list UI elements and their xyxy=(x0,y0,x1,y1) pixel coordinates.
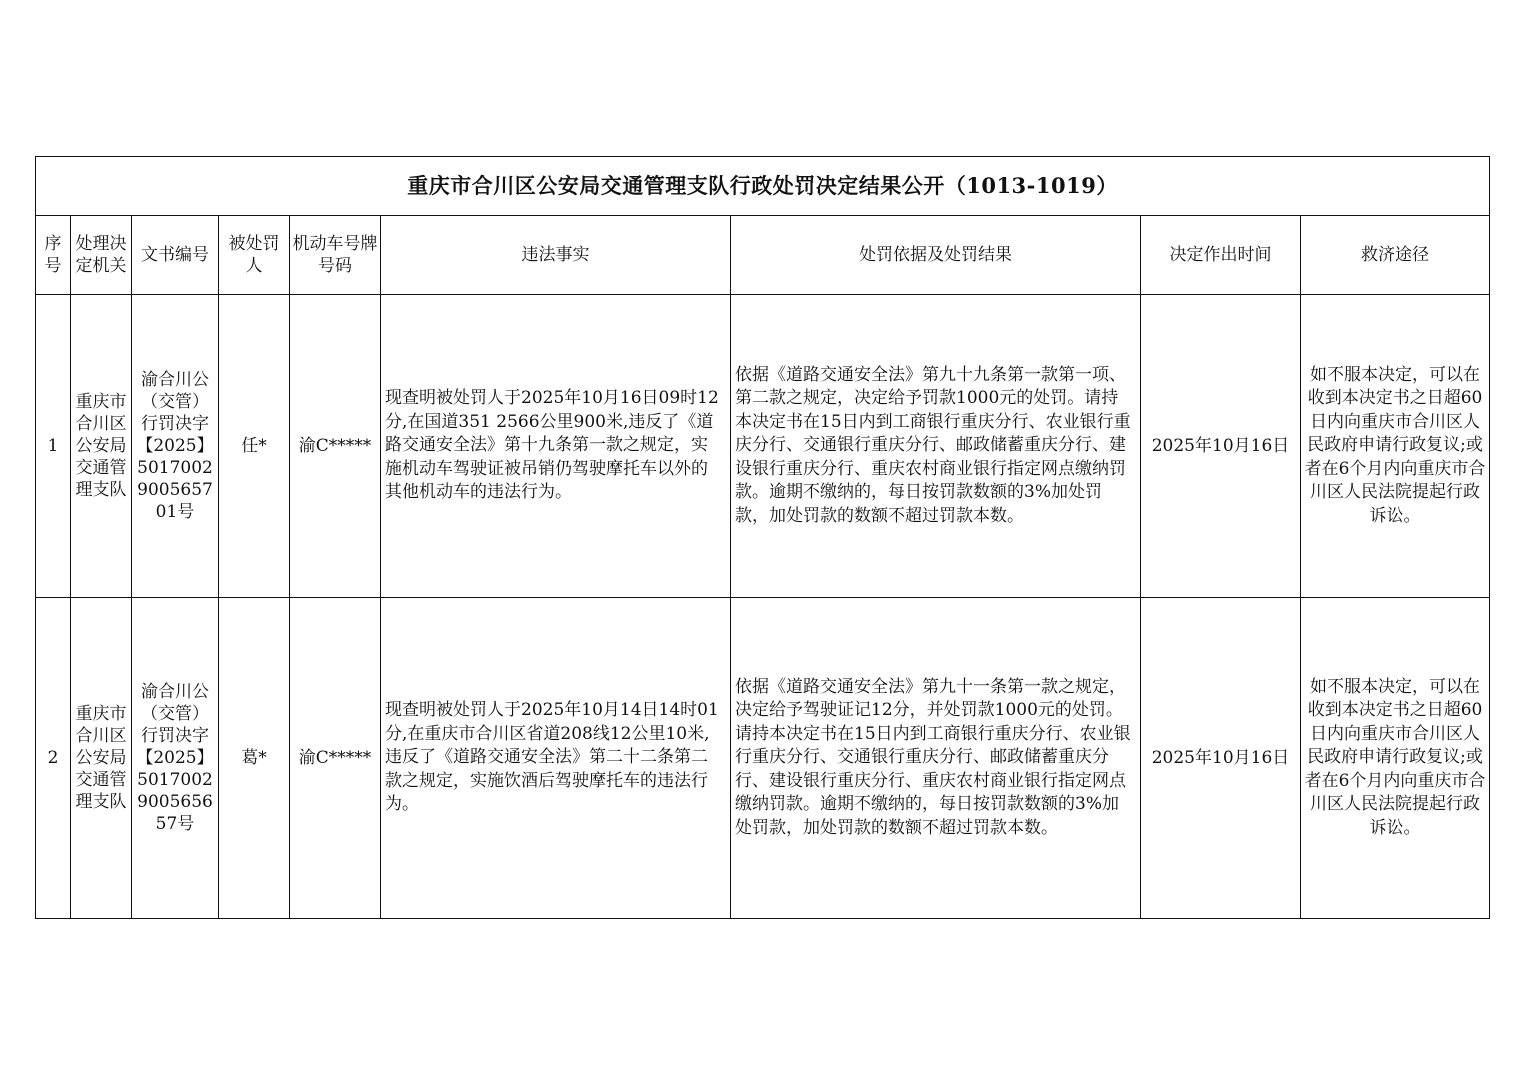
cell-person: 葛* xyxy=(219,598,290,919)
header-basis: 处罚依据及处罚结果 xyxy=(731,216,1141,295)
cell-date: 2025年10月16日 xyxy=(1141,295,1301,598)
header-date: 决定作出时间 xyxy=(1141,216,1301,295)
cell-person: 任* xyxy=(219,295,290,598)
cell-remedy: 如不服本决定，可以在收到本决定书之日超60日内向重庆市合川区人民政府申请行政复议;或者在6个月内向重庆市合川区人民法院提起行政诉讼。 xyxy=(1301,598,1490,919)
cell-doc-no: 渝合川公（交管）行罚决字【2025】5017002900565701号 xyxy=(132,295,219,598)
header-seq: 序号 xyxy=(36,216,71,295)
title-row xyxy=(36,157,1490,216)
cell-doc-no: 渝合川公（交管）行罚决字【2025】5017002900565657号 xyxy=(132,598,219,919)
cell-agency: 重庆市合川区公安局交通管理支队 xyxy=(71,295,132,598)
cell-basis: 依据《道路交通安全法》第九十一条第一款之规定，决定给予驾驶证记12分，并处罚款1000元的处罚。请持本决定书在15日内到工商银行重庆分行、农业银行重庆分行、交通银行重庆分行、邮政储蓄重庆分行、建设银行重庆分行、重庆农村商业银行指定网点缴纳罚款。逾期不缴纳的，每日按罚款数额的3%加处罚款，加处罚款的数额不超过罚款本数。 xyxy=(731,598,1141,919)
penalty-table xyxy=(35,156,1490,919)
header-facts: 违法事实 xyxy=(381,216,731,295)
header-person: 被处罚人 xyxy=(219,216,290,295)
cell-date: 2025年10月16日 xyxy=(1141,598,1301,919)
cell-facts: 现查明被处罚人于2025年10月16日09时12分,在国道351 2566公里900米,违反了《道路交通安全法》第十九条第一款之规定，实施机动车驾驶证被吊销仍驾驶摩托车以外的其他机动车的违法行为。 xyxy=(381,295,731,598)
cell-seq: 2 xyxy=(36,598,71,919)
cell-basis: 依据《道路交通安全法》第九十九条第一款第一项、第二款之规定，决定给予罚款1000元的处罚。请持本决定书在15日内到工商银行重庆分行、农业银行重庆分行、交通银行重庆分行、邮政储蓄重庆分行、建设银行重庆分行、重庆农村商业银行指定网点缴纳罚款。逾期不缴纳的，每日按罚款数额的3%加处罚款，加处罚款的数额不超过罚款本数。 xyxy=(731,295,1141,598)
cell-plate: 渝C***** xyxy=(290,295,381,598)
header-remedy: 救济途径 xyxy=(1301,216,1490,295)
header-row xyxy=(36,216,1490,295)
page-title: 重庆市合川区公安局交通管理支队行政处罚决定结果公开（1013-1019） xyxy=(36,157,1490,216)
header-doc-no: 文书编号 xyxy=(132,216,219,295)
header-agency: 处理决定机关 xyxy=(71,216,132,295)
table-row xyxy=(36,295,1490,598)
table-row xyxy=(36,598,1490,919)
cell-agency: 重庆市合川区公安局交通管理支队 xyxy=(71,598,132,919)
cell-remedy: 如不服本决定，可以在收到本决定书之日超60日内向重庆市合川区人民政府申请行政复议;或者在6个月内向重庆市合川区人民法院提起行政诉讼。 xyxy=(1301,295,1490,598)
header-plate: 机动车号牌号码 xyxy=(290,216,381,295)
cell-plate: 渝C***** xyxy=(290,598,381,919)
cell-seq: 1 xyxy=(36,295,71,598)
cell-facts: 现查明被处罚人于2025年10月14日14时01分,在重庆市合川区省道208线12公里10米,违反了《道路交通安全法》第二十二条第二款之规定，实施饮酒后驾驶摩托车的违法行为。 xyxy=(381,598,731,919)
